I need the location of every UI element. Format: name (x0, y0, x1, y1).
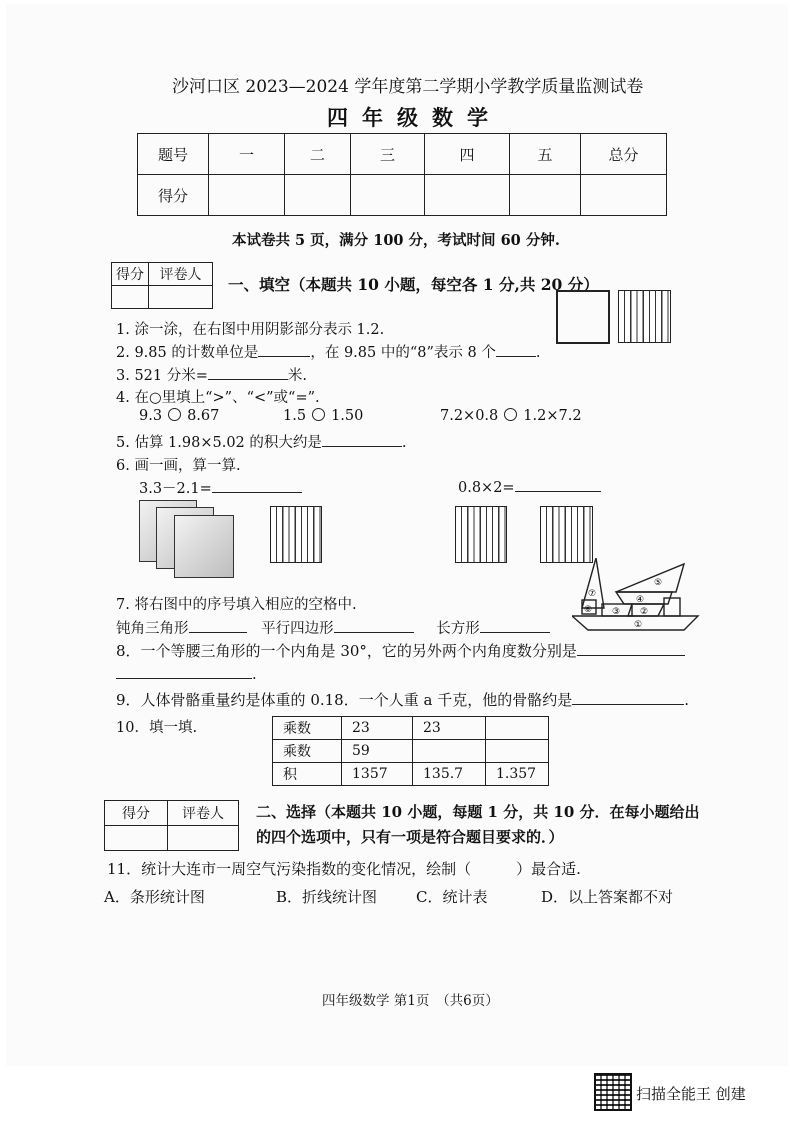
grader-name-cell[interactable] (149, 286, 213, 309)
q5-text: 5. 估算 1.98×5.02 的积大约是 (116, 435, 322, 451)
exam-info: 本试卷共 5 页，满分 100 分，考试时间 60 分钟. (232, 232, 560, 249)
score-input-cell[interactable] (581, 175, 667, 216)
q6-right-expression (458, 477, 601, 496)
table-cell: 59 (342, 740, 413, 763)
section2-heading-line2: 的四个选项中，只有一项是符合题目要求的．） (256, 828, 564, 846)
score-input-cell[interactable] (510, 175, 581, 216)
q6-left-text: 3.3－2.1= (139, 481, 212, 497)
shape-figure (572, 558, 702, 638)
grader-score-label: 得分 (105, 801, 168, 826)
table-row (273, 740, 549, 763)
score-header-cell: 四 (425, 134, 510, 175)
q7-rectangle-blank[interactable] (480, 618, 550, 633)
table-answer-cell[interactable] (413, 740, 486, 763)
q7-parallelogram-label: 平行四边形 (261, 621, 334, 637)
question-3 (116, 364, 307, 385)
score-input-cell[interactable] (351, 175, 425, 216)
shape-label: ③ (612, 607, 621, 617)
q6-left-expression (139, 477, 302, 498)
shape-label: ⑥ (584, 605, 593, 615)
scanner-watermark: 扫描全能王 创建 (636, 1085, 746, 1103)
q3-text-b: 米. (287, 368, 307, 384)
table-cell: 积 (273, 763, 342, 786)
grader-score-cell[interactable] (105, 826, 168, 851)
grader-name-label: 评卷人 (168, 801, 239, 826)
q4-item-left: 9.3 (139, 408, 163, 424)
exam-subtitle: 四年级数学 (327, 105, 502, 130)
q6-right-text: 0.8×2= (458, 480, 515, 496)
question-1: 1. 涂一涂，在右图中用阴影部分表示 1.2. (116, 322, 385, 338)
q2-text-b: ，在 9.85 中的“8”表示 8 个 (310, 345, 496, 361)
qr-code-icon (594, 1073, 632, 1111)
exam-title: 沙河口区 2023—2024 学年度第二学期小学教学质量监测试卷 (172, 77, 644, 97)
table-cell: 135.7 (413, 763, 486, 786)
grader-name-cell[interactable] (168, 826, 239, 851)
q7-parallelogram-blank[interactable] (334, 618, 414, 633)
q7-rectangle-label: 长方形 (436, 621, 480, 637)
grader-score-label: 得分 (112, 263, 149, 286)
table-answer-cell[interactable] (486, 740, 549, 763)
striped-square[interactable] (455, 506, 507, 563)
score-header-cell: 五 (510, 134, 581, 175)
score-header-cell: 总分 (581, 134, 667, 175)
q3-text-a: 3. 521 分米= (116, 368, 208, 384)
score-header-cell: 题号 (138, 134, 209, 175)
whole-square-card (174, 515, 234, 578)
q5-answer-blank[interactable] (322, 432, 402, 447)
shape-label: ⑦ (588, 589, 597, 599)
score-input-cell[interactable] (285, 175, 351, 216)
shape-5-triangle (616, 564, 684, 592)
question-9: 9．人体骨骼重量约是体重的 0.18．一个人重 a 千克，他的骨骼约是 . (116, 691, 689, 709)
section2-heading-line1: 二、选择（本题共 10 小题，每题 1 分，共 10 分．在每小题给出 (256, 803, 700, 821)
q4-item-right: 1.2×7.2 (523, 408, 582, 424)
question-4: 4. 在○里填上“>”、“<”或“=”. (116, 390, 320, 406)
q3-answer-blank[interactable] (208, 365, 288, 380)
section1-heading: 一、填空（本题共 10 小题，每空各 1 分,共 20 分） (228, 275, 599, 294)
q2-answer-blank-2[interactable] (496, 342, 536, 357)
table-row (273, 763, 549, 786)
option-d[interactable]: D．以上答案都不对 (541, 888, 674, 906)
q4-item-right: 1.50 (331, 408, 364, 424)
question-10: 10．填一填. (116, 720, 198, 736)
grader-score-cell[interactable] (112, 286, 149, 309)
option-a[interactable]: A．条形统计图 (104, 888, 205, 906)
shape-label: ① (634, 620, 643, 630)
q7-obtuse-triangle-blank[interactable] (189, 618, 247, 633)
shape-label: ⑤ (654, 578, 663, 588)
q8-text: 8．一个等腰三角形的一个内角是 30°，它的另外两个内角度数分别是 (116, 642, 577, 660)
score-table (137, 133, 667, 216)
q6-right-answer-blank[interactable] (515, 477, 601, 492)
q4-item-right: 8.67 (187, 408, 220, 424)
score-input-cell[interactable] (425, 175, 510, 216)
table-cell: 23 (342, 717, 413, 740)
q4-item-1 (139, 408, 219, 424)
q4-item-3 (440, 408, 582, 424)
q9-text: 9．人体骨骼重量约是体重的 0.18．一个人重 a 千克，他的骨骼约是 (116, 691, 573, 709)
striped-square[interactable] (618, 290, 671, 343)
question-8 (116, 640, 685, 661)
grader-box (104, 800, 239, 851)
table-cell: 23 (413, 717, 486, 740)
score-row-label: 得分 (138, 175, 209, 216)
table-row (273, 717, 549, 740)
q7-obtuse-triangle-label: 钝角三角形 (116, 621, 189, 637)
table-cell: 乘数 (273, 717, 342, 740)
table-answer-cell[interactable] (486, 717, 549, 740)
score-input-cell[interactable] (209, 175, 285, 216)
striped-square[interactable] (540, 506, 593, 563)
question-7: 7. 将右图中的序号填入相应的空格中. (116, 597, 357, 613)
option-b[interactable]: B．折线统计图 (276, 888, 378, 906)
score-table-header-row (138, 134, 667, 175)
question-11: 11．统计大连市一周空气污染指数的变化情况，绘制（ ）最合适. (107, 860, 581, 878)
q6-left-answer-blank[interactable] (212, 478, 302, 493)
grader-box (111, 262, 213, 309)
q2-answer-blank-1[interactable] (258, 342, 310, 357)
table-cell: 1357 (342, 763, 413, 786)
question-2: 2. 9.85 的计数单位是 ，在 9.85 中的“8”表示 8 个 . (116, 341, 540, 362)
q4-item-left: 7.2×0.8 (440, 408, 499, 424)
q9-answer-blank[interactable] (572, 690, 684, 705)
page-footer: 四年级数学 第1页 （共6页） (322, 993, 499, 1009)
compare-circle[interactable] (504, 408, 517, 421)
question-5: 5. 估算 1.98×5.02 的积大约是 . (116, 431, 407, 452)
q8-second-line: . (116, 664, 257, 683)
option-c[interactable]: C．统计表 (416, 888, 488, 906)
score-header-cell: 三 (351, 134, 425, 175)
q4-item-2 (283, 408, 363, 424)
score-header-cell: 一 (209, 134, 285, 175)
compare-circle[interactable] (168, 408, 181, 421)
q2-text-a: 2. 9.85 的计数单位是 (116, 345, 259, 361)
q10-table (272, 716, 549, 786)
blank-square[interactable] (556, 290, 610, 344)
q4-item-left: 1.5 (283, 408, 307, 424)
question-6: 6. 画一画，算一算. (116, 458, 241, 474)
grader-name-label: 评卷人 (149, 263, 213, 286)
table-cell: 乘数 (273, 740, 342, 763)
table-cell: 1.357 (486, 763, 549, 786)
q7-answers (116, 617, 550, 638)
shape-deck-block (664, 598, 680, 616)
shape-label: ④ (636, 595, 645, 605)
score-header-cell: 二 (285, 134, 351, 175)
compare-circle[interactable] (312, 408, 325, 421)
q8-answer-blank-2[interactable] (116, 664, 252, 679)
score-table-score-row (138, 175, 667, 216)
shape-label: ② (640, 607, 649, 617)
q8-answer-blank-1[interactable] (577, 641, 685, 656)
striped-square[interactable] (270, 506, 322, 563)
